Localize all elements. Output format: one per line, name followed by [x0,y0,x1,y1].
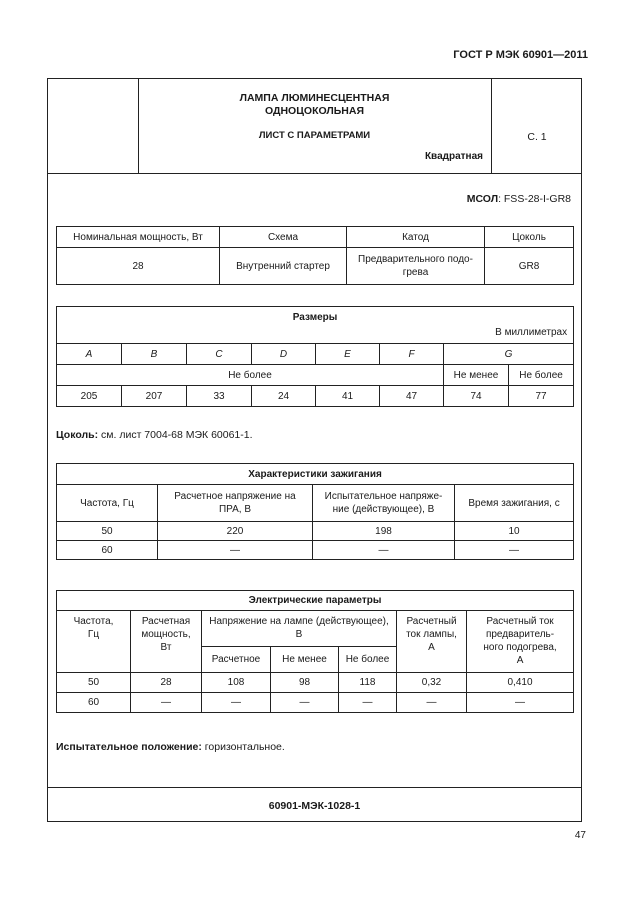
ignition-cell: 10 [455,522,574,541]
title-line-1: ЛАМПА ЛЮМИНЕСЦЕНТНАЯ [239,92,390,104]
electrical-cell: — [397,693,467,713]
dim-value: 74 [444,386,509,407]
voltage-sub-max: Не более [339,647,397,673]
dim-letter-b: B [122,344,187,365]
header-cap: Цоколь [485,227,574,248]
electrical-cell: — [467,693,574,713]
header-power: Номинальная мощность, Вт [57,227,220,248]
voltage-sub-rated: Расчетное [202,647,271,673]
dimensions-table [56,306,574,407]
ignition-cell: 198 [313,522,455,541]
header-cathode: Катод [347,227,485,248]
sheet-code: 60901-МЭК-1028-1 [268,800,361,812]
dim-letter-c: C [187,344,252,365]
ignition-cell: 60 [57,541,158,560]
ignition-cell: 50 [57,522,158,541]
sheet-label: ЛИСТ С ПАРАМЕТРАМИ [258,130,371,141]
sheet-number: С. 1 [527,131,547,143]
electrical-header-power: Расчетная мощность, Вт [131,611,202,673]
electrical-cell: 0,32 [397,673,467,693]
lamp-title [138,92,491,118]
ignition-cell: — [158,541,313,560]
ignition-title: Характеристики зажигания [57,464,574,485]
test-position-note [56,741,285,753]
ignition-header: Частота, Гц [57,485,158,522]
ignition-table [56,463,574,560]
ignition-cell: 220 [158,522,313,541]
dimensions-title: Размеры [292,312,338,323]
electrical-cell: — [271,693,339,713]
cap-note-text: см. лист 7004-68 МЭК 60061-1. [98,429,253,441]
dim-letter-g: G [444,344,574,365]
electrical-cell: — [131,693,202,713]
electrical-cell: 50 [57,673,131,693]
test-position-label: Испытательное положение: [56,741,202,753]
electrical-header-frequency: Частота, Гц [57,611,131,673]
title-line-2: ОДНОЦОКОЛЬНАЯ [264,105,365,117]
dimensions-title-cell [57,307,574,344]
dim-letter-d: D [252,344,316,365]
dim-not-more: Не более [57,365,444,386]
ignition-header: Расчетное напряжение на ПРА, В [158,485,313,522]
electrical-cell: 108 [202,673,271,693]
ignition-cell: — [313,541,455,560]
title-block-bottom-line [48,173,581,174]
ignition-header: Время зажигания, с [455,485,574,522]
dim-value: 205 [57,386,122,407]
dim-g-max: Не более [509,365,574,386]
voltage-sub-min: Не менее [271,647,339,673]
value-cap: GR8 [485,248,574,285]
value-cathode: Предварительного подо- грева [347,248,485,285]
dim-value: 24 [252,386,316,407]
dim-value: 77 [509,386,574,407]
ignition-cell: — [455,541,574,560]
cap-note-label: Цоколь: [56,429,99,441]
electrical-cell: — [202,693,271,713]
dimensions-unit: В миллиметрах [495,327,568,338]
electrical-cell: 28 [131,673,202,693]
header-circuit: Схема [220,227,347,248]
value-circuit: Внутренний стартер [220,248,347,285]
footer-line [48,787,581,788]
lamp-shape: Квадратная [424,151,483,162]
dim-letter-f: F [380,344,444,365]
electrical-cell: 98 [271,673,339,693]
general-table [56,226,574,285]
standard-number: ГОСТ Р МЭК 60901—2011 [453,49,588,61]
page-number: 47 [574,830,586,841]
dim-g-min: Не менее [444,365,509,386]
mcol-designation [467,193,571,205]
electrical-header-voltage: Напряжение на лампе (действующее), В [202,611,397,647]
dim-value: 33 [187,386,252,407]
dim-letter-a: A [57,344,122,365]
electrical-table [56,590,574,713]
electrical-cell: — [339,693,397,713]
test-position-text: горизонтальное. [201,741,285,753]
value-power: 28 [57,248,220,285]
cap-note [56,429,253,441]
ignition-header: Испытательное напряже- ние (действующее), В [313,485,455,522]
electrical-title: Электрические параметры [57,591,574,611]
electrical-header-preheat: Расчетный ток предваритель- ного подогрева, А [467,611,574,673]
electrical-cell: 60 [57,693,131,713]
electrical-header-current: Расчетный ток лампы, А [397,611,467,673]
mcol-label: МСОЛ [466,193,499,205]
dim-letter-e: E [316,344,380,365]
dim-value: 41 [316,386,380,407]
title-divider-right [491,79,492,173]
electrical-cell: 0,410 [467,673,574,693]
dim-value: 207 [122,386,187,407]
electrical-cell: 118 [339,673,397,693]
dim-value: 47 [380,386,444,407]
mcol-value: : FSS-28-I-GR8 [498,193,571,205]
